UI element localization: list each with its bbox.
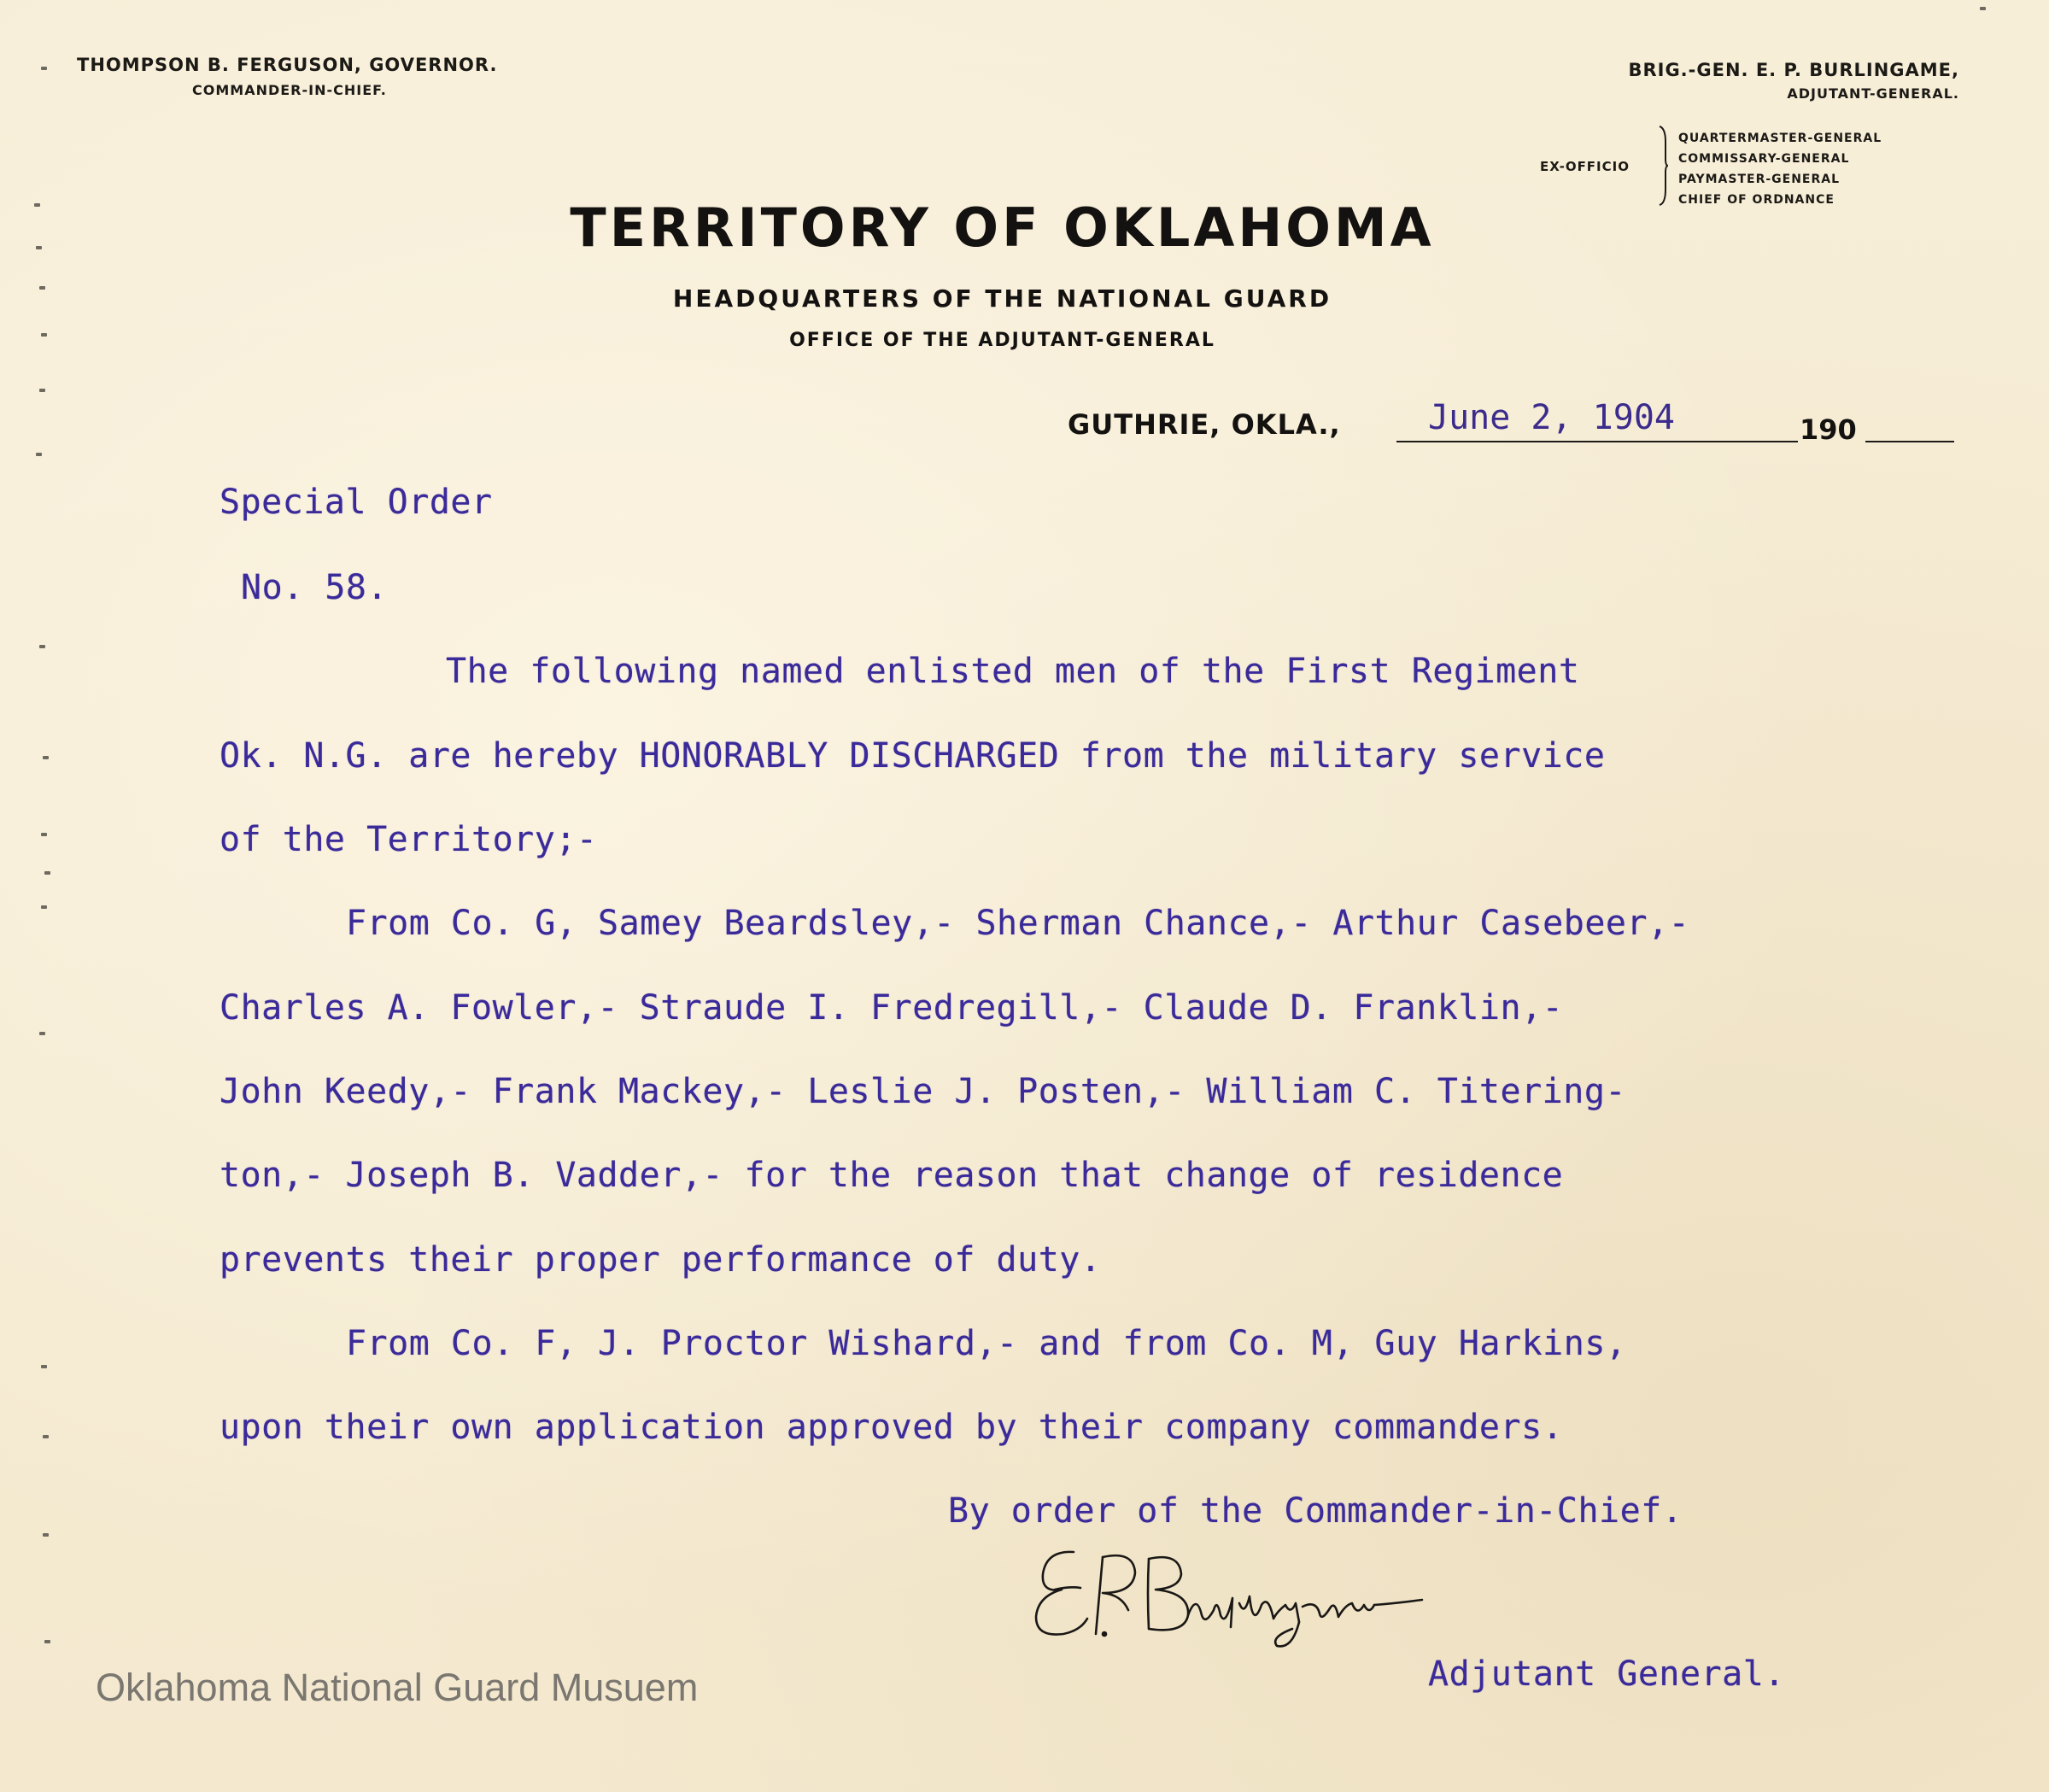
order-date: June 2, 1904: [1428, 398, 1675, 437]
year-rule: [1865, 441, 1954, 442]
order-heading: Special Order: [220, 483, 493, 522]
role-ordnance: CHIEF OF ORDNANCE: [1678, 193, 1835, 207]
margin-mark: [44, 1640, 50, 1643]
body-line: ton,- Joseph B. Vadder,- for the reason that change of residence: [220, 1156, 1564, 1195]
margin-mark: [44, 871, 50, 875]
signer-title: Adjutant General.: [1428, 1654, 1785, 1694]
adjutant-name: BRIG.-GEN. E. P. BURLINGAME,: [1628, 60, 1959, 80]
closing-line: By order of the Commander-in-Chief.: [948, 1491, 1683, 1531]
governor-name: THOMPSON B. FERGUSON, GOVERNOR.: [77, 55, 498, 75]
margin-mark: [43, 756, 49, 759]
body-line: Charles A. Fowler,- Straude I. Fredregill,- Claude D. Franklin,-: [220, 988, 1564, 1028]
signature-icon: [1021, 1533, 1431, 1653]
role-commissary: COMMISSARY-GENERAL: [1678, 152, 1850, 166]
role-paymaster: PAYMASTER-GENERAL: [1678, 173, 1841, 186]
ex-officio-label: EX-OFFICIO: [1540, 159, 1630, 174]
margin-mark: [39, 645, 45, 648]
body-line: From Co. F, J. Proctor Wishard,- and from Co. M, Guy Harkins,: [346, 1324, 1627, 1363]
margin-mark: [41, 67, 47, 70]
body-line: prevents their proper performance of duty.: [220, 1240, 1102, 1280]
body-line: John Keedy,- Frank Mackey,- Leslie J. Posten,- William C. Titering-: [220, 1072, 1626, 1111]
margin-mark: [41, 833, 47, 836]
margin-mark: [39, 389, 45, 392]
margin-mark: [36, 453, 42, 456]
margin-mark: [39, 1032, 45, 1035]
body-line: Ok. N.G. are hereby HONORABLY DISCHARGED from the military service: [220, 736, 1606, 776]
letterhead-office: OFFICE OF THE ADJUTANT-GENERAL: [789, 330, 1215, 351]
governor-title: COMMANDER-IN-CHIEF.: [192, 82, 387, 98]
body-line: upon their own application approved by their company commanders.: [220, 1408, 1564, 1447]
place-label: GUTHRIE, OKLA.,: [1068, 408, 1341, 441]
margin-mark: [1980, 7, 1986, 10]
body-line: of the Territory;-: [220, 820, 598, 859]
margin-mark: [43, 1533, 49, 1537]
margin-mark: [41, 905, 47, 909]
date-rule: [1396, 441, 1798, 442]
letterhead-subtitle: HEADQUARTERS OF THE NATIONAL GUARD: [672, 284, 1332, 313]
role-quartermaster: QUARTERMASTER-GENERAL: [1678, 132, 1882, 145]
adjutant-title: ADJUTANT-GENERAL.: [1787, 85, 1959, 102]
brace-icon: [1657, 125, 1669, 207]
margin-mark: [41, 1365, 47, 1368]
body-line: The following named enlisted men of the First Regiment: [446, 652, 1580, 691]
order-number: No. 58.: [241, 568, 389, 607]
museum-watermark: Oklahoma National Guard Musuem: [96, 1666, 699, 1709]
year-prefix: 190: [1800, 413, 1857, 446]
margin-mark: [43, 1435, 49, 1438]
body-line: From Co. G, Samey Beardsley,- Sherman Chance,- Arthur Casebeer,-: [346, 904, 1690, 943]
letterhead-title: TERRITORY OF OKLAHOMA: [570, 196, 1435, 259]
